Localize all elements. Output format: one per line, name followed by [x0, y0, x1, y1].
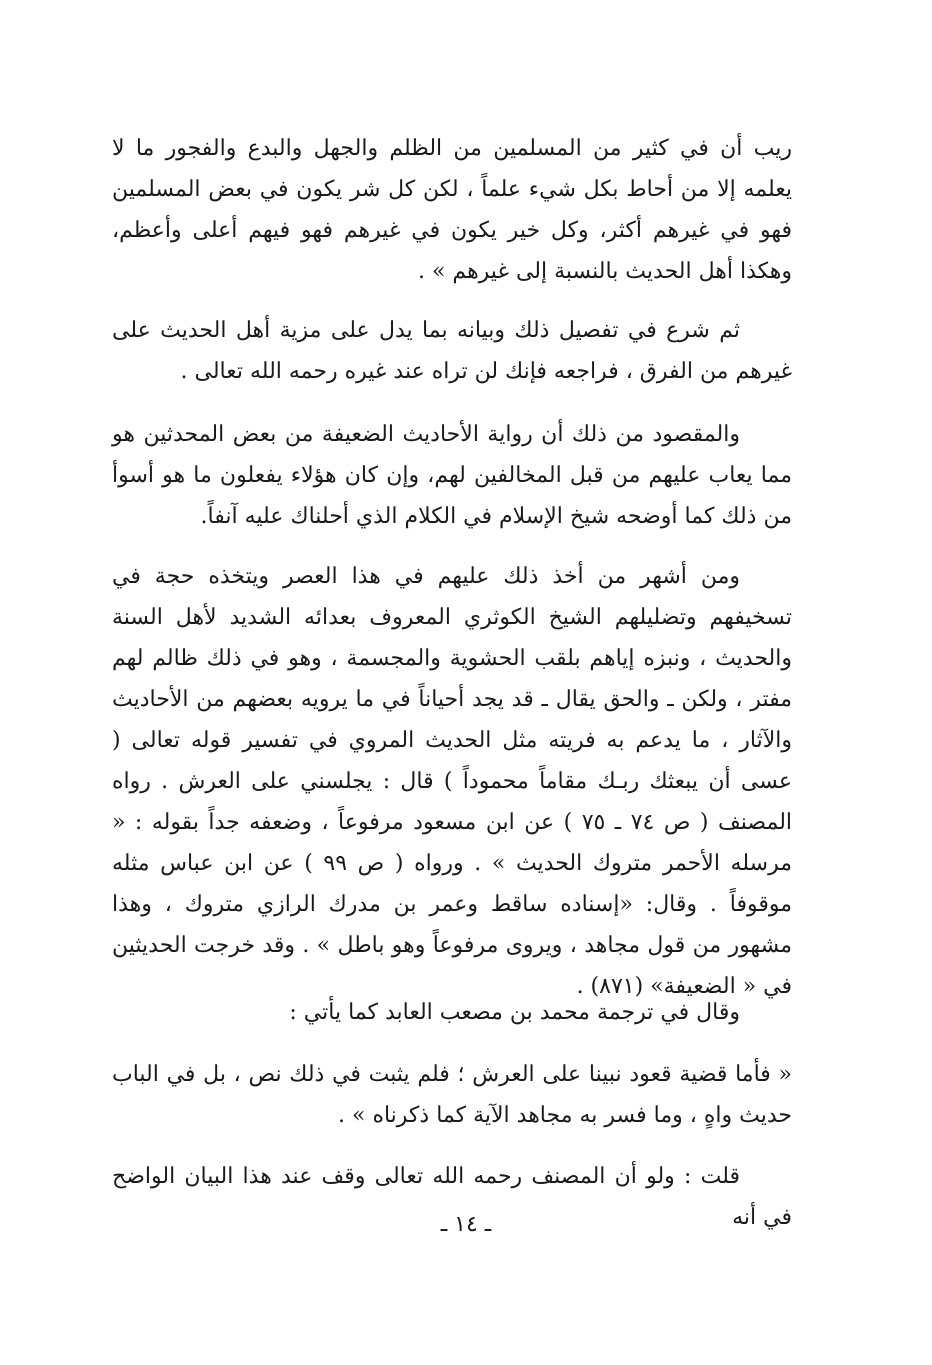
paragraph-block-5: [112, 992, 792, 1033]
paragraph-5: وقال في ترجمة محمد بن مصعب العابد كما يأتي :: [289, 1000, 740, 1025]
paragraph-2: ثم شرع في تفصيل ذلك وبيانه بما يدل على مزية أهل الحديث على غيرهم من الفرق ، فراجعه فإنك لن تراه عند غيره رحمه الله تعالى .: [112, 318, 792, 384]
paragraph-7: قلت : ولو أن المصنف رحمه الله تعالى وقف عند هذا البيان الواضح في أنه: [112, 1164, 792, 1230]
page-number: ـ ١٤ ـ: [440, 1212, 492, 1237]
paragraph-block-2: [112, 310, 792, 392]
paragraph-block-6: [112, 1054, 792, 1136]
quote-paragraph: « فأما قضية قعود نبينا على العرش ؛ فلم يثبت في ذلك نص ، بل في الباب حديث واهٍ ، وما فسر به مجاهد الآية كما ذكرناه » .: [112, 1062, 792, 1128]
paragraph-block-3: [112, 414, 792, 537]
paragraph-continuation: [112, 128, 792, 292]
paragraph-3: والمقصود من ذلك أن رواية الأحاديث الضعيفة من بعض المحدثين هو مما يعاب عليهم من قبل المخالفين لهم، وإن كان هؤلاء يفعلون ما هو أسوأ من ذلك كما أوضحه شيخ الإسلام في الكلام الذي أحلناك عليه آنفاً.: [112, 422, 792, 529]
paragraph-block-4: [112, 556, 792, 1007]
paragraph-4: ومن أشهر من أخذ ذلك عليهم في هذا العصر ويتخذه حجة في تسخيفهم وتضليلهم الشيخ الكوثري المعروف بعدائه الشديد لأهل السنة والحديث ، ونبزه إياهم بلقب الحشوية والمجسمة ، وهو في ذلك ظالم لهم مفتر ، ولكن ـ والحق يقال ـ قد يجد أحياناً في ما يرويه بعضهم من الأحاديث والآثار ، ما يدعم به فريته مثل الحديث المروي في تفسير قوله تعالى ( عسى أن يبعثك ربـك مقاماً محموداً ) قال : يجلسني على العرش . رواه المصنف ( ص ٧٤ ـ ٧٥ ) عن ابن مسعود مرفوعاً ، وضعفه جداً بقوله : « مرسله الأحمر متروك الحديث » . ورواه ( ص ٩٩ ) عن ابن عباس مثله موقوفاً . وقال: «إسناده ساقط وعمر بن مدرك الرازي متروك ، وهذا مشهور من قول مجاهد ، ويروى مرفوعاً وهو باطل » . وقد خرجت الحديثين في « الضعيفة» (٨٧١) .: [112, 564, 793, 999]
paragraph-1: ريب أن في كثير من المسلمين من الظلم والجهل والبدع والفجور ما لا يعلمه إلا من أحاط بكل شيء علماً ، لكن كل شر يكون في بعض المسلمين فهو في غيرهم أكثر، وكل خير يكون في غيرهم فهو فيهم أعلى وأعظم، وهكذا أهل الحديث بالنسبة إلى غيرهم » .: [112, 136, 792, 284]
